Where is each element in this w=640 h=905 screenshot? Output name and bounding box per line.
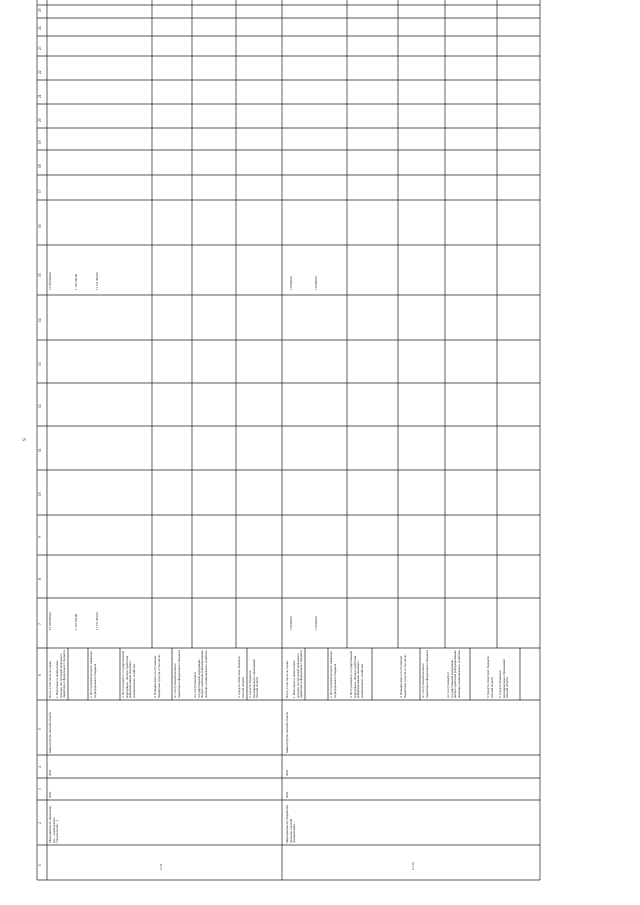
- row-b-source-2: 2. Поступлений целевого характера из федерального бюджета: [329, 651, 337, 698]
- col-header-8: 8: [38, 578, 42, 580]
- col-header-24: 24: [38, 26, 42, 30]
- row-b-source-5: 4.1. поступлений целевого характера из федерального бюджета: [421, 650, 429, 698]
- row-b-source-0: Всего, в том числе по годам:: [285, 660, 289, 698]
- row-b-executor: Министерство Омской области: [285, 712, 289, 753]
- row-b-col7-total: 110 000,00: [289, 616, 293, 630]
- row-b-source-4: 4. Планируемых к поступлению бюджетных средств, в том числе:: [399, 654, 407, 698]
- col-header-19: 19: [38, 140, 42, 144]
- row-a-source-2: 2. Поступлений целевого характера из федерального бюджета: [89, 651, 97, 698]
- row-b-source-7: 5. Средств областного бюджета Омской области: [486, 656, 494, 698]
- col-header-12: 12: [38, 404, 42, 408]
- row-a-source-8: 6. Средств бюджетов муниципальных образований Омской области: [248, 659, 260, 698]
- row-a-col7-total: 12 630 000,00: [48, 612, 52, 630]
- row-b-number: 3.1.10: [411, 862, 415, 870]
- col-header-10: 10: [38, 492, 42, 496]
- col-header-4: 4: [38, 766, 42, 768]
- row-b-col15-total: 110 000,00: [289, 276, 293, 290]
- page-number: 9: [22, 438, 28, 441]
- row-a-source-0: Всего, в том числе по годам:: [48, 660, 52, 698]
- row-b-source-3: 3. Поступлений от государственной корпорации - Фонда содействия реформированию жилищно-коммунального хозяйства: [349, 651, 365, 698]
- row-b-year-end: 2020: [285, 769, 289, 776]
- row-a-col7-fund: 11 511 300,00: [95, 612, 99, 630]
- col-header-5: 5: [38, 728, 42, 730]
- col-header-23: 23: [38, 46, 42, 50]
- row-b-year-start: 2020: [285, 791, 289, 798]
- col-header-1: 1: [38, 864, 42, 866]
- row-a-source-7: 5. Средств областного бюджета Омской области: [237, 656, 245, 698]
- row-a-executor: Министерство Омской области: [48, 712, 52, 753]
- col-header-17: 17: [38, 189, 42, 193]
- col-header-16: 16: [38, 224, 42, 228]
- row-b-col15-federal: 110 000,00: [314, 276, 318, 290]
- row-a-col15-federal: 1 118 700,00: [74, 273, 78, 290]
- col-header-21: 21: [38, 94, 42, 98]
- row-a-source-6: 4.2. поступлений от государственной корпорации - Фонда содействия реформированию жилищно-коммунального хозяйства: [193, 650, 209, 698]
- col-header-11: 11: [38, 448, 42, 452]
- col-header-25: 25: [38, 8, 42, 12]
- row-a-source-3: 3. Поступлений от государственной корпорации - Фонда содействия реформированию жилищно-коммунального хозяйства: [121, 651, 137, 698]
- row-b-source-6: 4.2. поступлений от государственной корпорации - Фонда содействия реформированию жилищно-коммунального хозяйства: [446, 650, 462, 698]
- col-header-22: 22: [38, 70, 42, 74]
- row-a-number: 3.1.9: [159, 863, 163, 870]
- col-header-9: 9: [38, 536, 42, 538]
- row-a-year-end: 2020: [48, 769, 52, 776]
- row-b-col7-federal: 110 000,00: [314, 616, 318, 630]
- col-header-18: 18: [38, 164, 42, 168]
- col-header-2: 2: [38, 822, 42, 824]
- row-a-year-start: 2020: [48, 791, 52, 798]
- row-a-source-4: 4. Планируемых к поступлению бюджетных средств, в том числе:: [153, 654, 161, 698]
- col-header-7: 7: [38, 623, 42, 625]
- row-a-col15-total: 12 630 000,00: [48, 272, 52, 290]
- row-a-col7-federal: 1 118 700,00: [74, 613, 78, 630]
- col-header-3: 3: [38, 788, 42, 790]
- col-header-20: 20: [38, 118, 42, 122]
- row-b-source-1: 1. Налоговых и неналоговых доходов, поступлений нецелевого характера из федерального бюджета: [292, 650, 304, 698]
- col-header-13: 13: [38, 362, 42, 366]
- col-header-14: 14: [38, 318, 42, 322]
- row-b-source-8: 6. Средств бюджетов муниципальных образований Омской области: [498, 659, 510, 698]
- row-a-col15-fund: 11 511 300,00: [95, 272, 99, 290]
- col-header-6: 6: [38, 674, 42, 676]
- row-a-name: Мероприятие 02. Демонтаж вне ... (капитальное строительство ...): [48, 806, 60, 843]
- row-a-source-1: 1. Налоговых и неналоговых доходов, поступлений нецелевого характера из федерального бюджета: [55, 650, 67, 698]
- col-header-15: 15: [38, 273, 42, 277]
- row-b-name: Мероприятие 03. Разработка проектно-сметной документации ...: [285, 805, 297, 843]
- row-a-source-5: 4.1. поступлений целевого характера из федерального бюджета: [173, 650, 181, 698]
